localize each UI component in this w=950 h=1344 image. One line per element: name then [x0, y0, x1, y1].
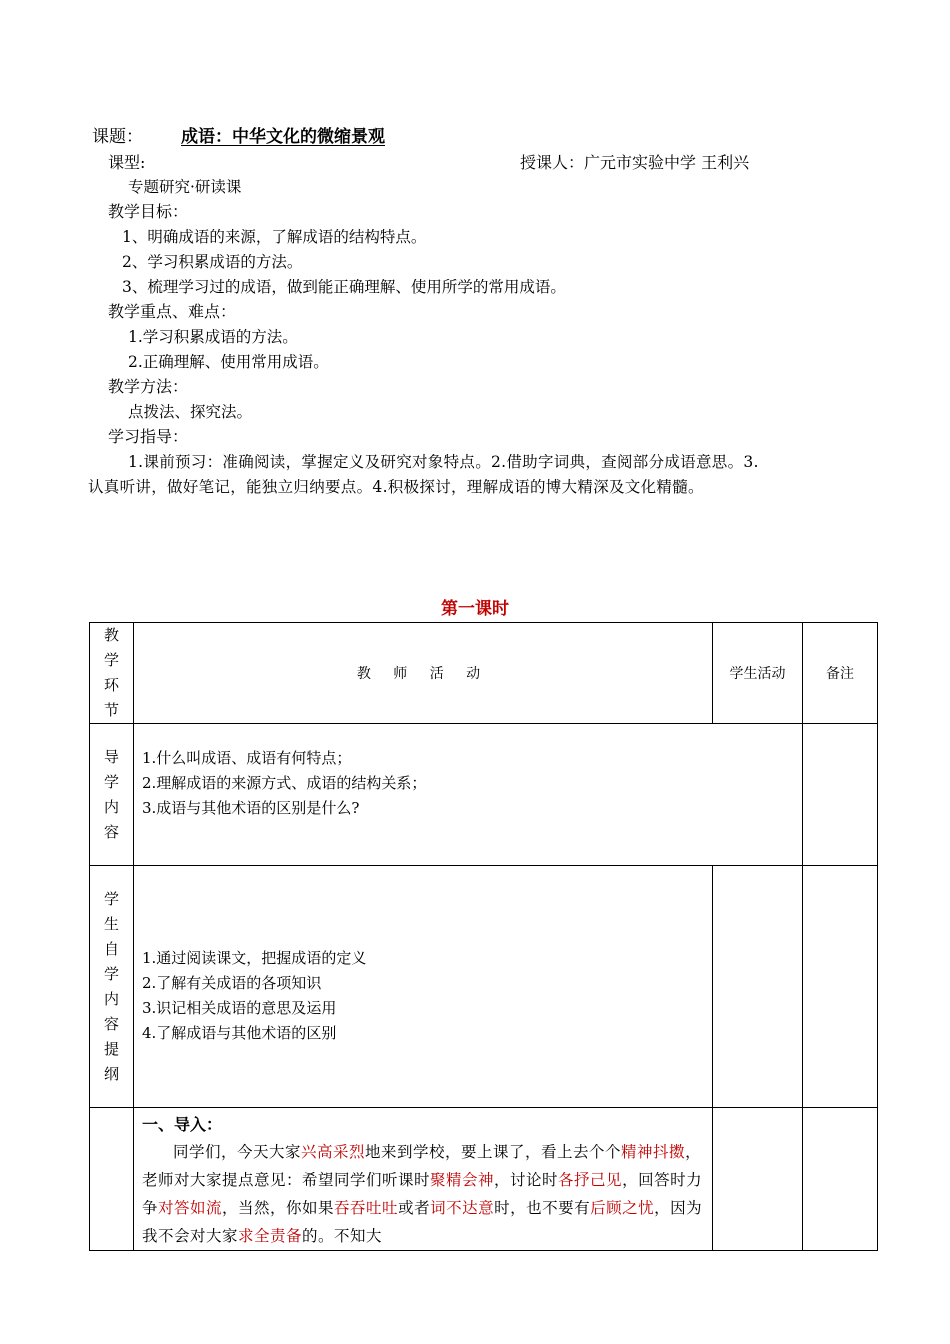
idiom: 对答如流	[158, 1199, 223, 1217]
notes-cell	[803, 1108, 878, 1251]
key-points-label: 教学重点、难点：	[108, 302, 237, 321]
type-label: 课型:	[108, 153, 146, 172]
intro-cell	[134, 1108, 713, 1251]
list-item: 2.了解有关成语的各项知识	[142, 973, 322, 992]
notes-header: 备注	[803, 623, 878, 724]
table-row	[90, 1108, 878, 1251]
guide-content-cell	[134, 724, 803, 866]
table-row	[90, 866, 878, 1108]
idiom: 后顾之忧	[590, 1199, 655, 1217]
notes-cell	[803, 724, 878, 866]
list-item: 3.成语与其他术语的区别是什么?	[142, 799, 360, 817]
teacher-info: 授课人：广元市实验中学 王利兴	[520, 153, 750, 172]
student-activity-cell	[713, 1108, 803, 1251]
teacher-activity-header: 教 师 活 动	[134, 623, 713, 724]
row-label: 学生自学内容提纲	[90, 866, 134, 1108]
idiom: 吞吞吐吐	[334, 1199, 399, 1217]
methods-value: 点拨法、探究法。	[128, 403, 253, 421]
notes-cell	[803, 866, 878, 1108]
objective-item: 3、梳理学习过的成语，做到能正确理解、使用所学的常用成语。	[122, 278, 566, 296]
idiom: 精神抖擞	[621, 1143, 686, 1161]
topic-title: 成语：中华文化的微缩景观	[181, 127, 385, 147]
student-activity-header: 学生活动	[713, 623, 803, 724]
list-item: 4.了解成语与其他术语的区别	[142, 1023, 337, 1042]
stage-header: 教学环节	[90, 623, 134, 724]
lesson-heading: 第一课时	[441, 599, 509, 619]
intro-paragraph: 同学们，今天大家兴高采烈地来到学校，要上课了，看上去个个精神抖擞，老师对大家提点意见：希望同学们听课时聚精会神，讨论时各抒己见，回答时力争对答如流，当然，你如果吞吞吐吐或者词不达意时，也不要有后顾之忧，因为我不会对大家求全责备的。不知大	[142, 1143, 703, 1245]
idiom: 兴高采烈	[301, 1143, 366, 1161]
list-item: 1.什么叫成语、成语有何特点；	[142, 749, 352, 767]
row-label	[90, 1108, 134, 1251]
type-value: 专题研究·研读课	[128, 178, 242, 196]
guidance-label: 学习指导：	[108, 427, 189, 446]
idiom: 求全责备	[238, 1227, 303, 1245]
objective-item: 1、明确成语的来源，了解成语的结构特点。	[122, 228, 427, 246]
idiom: 聚精会神	[430, 1171, 495, 1189]
student-activity-cell	[713, 866, 803, 1108]
lesson-plan-table	[89, 622, 878, 1251]
objective-item: 2、学习积累成语的方法。	[122, 253, 303, 271]
methods-label: 教学方法：	[108, 377, 189, 396]
list-item: 3.识记相关成语的意思及运用	[142, 998, 337, 1017]
section-title: 一、导入：	[142, 1115, 223, 1134]
table-row	[90, 724, 878, 866]
list-item: 2.理解成语的来源方式、成语的结构关系；	[142, 774, 427, 792]
row-label: 导学内容	[90, 724, 134, 866]
self-study-cell	[134, 866, 713, 1108]
idiom: 词不达意	[430, 1199, 495, 1217]
list-item: 1.通过阅读课文，把握成语的定义	[142, 948, 367, 967]
topic-label: 课题：	[92, 127, 143, 147]
objectives-label: 教学目标：	[108, 202, 189, 221]
key-point-item: 1.学习积累成语的方法。	[128, 328, 298, 346]
idiom: 各抒己见	[558, 1171, 623, 1189]
guidance-line: 认真听讲，做好笔记，能独立归纳要点。4.积极探讨，理解成语的博大精深及文化精髓。	[88, 478, 704, 496]
title-row	[92, 126, 385, 148]
guidance-line: 1.课前预习：准确阅读，掌握定义及研究对象特点。2.借助字词典，查阅部分成语意思。3.	[128, 453, 759, 471]
key-point-item: 2.正确理解、使用常用成语。	[128, 353, 329, 371]
table-header-row	[90, 623, 878, 724]
